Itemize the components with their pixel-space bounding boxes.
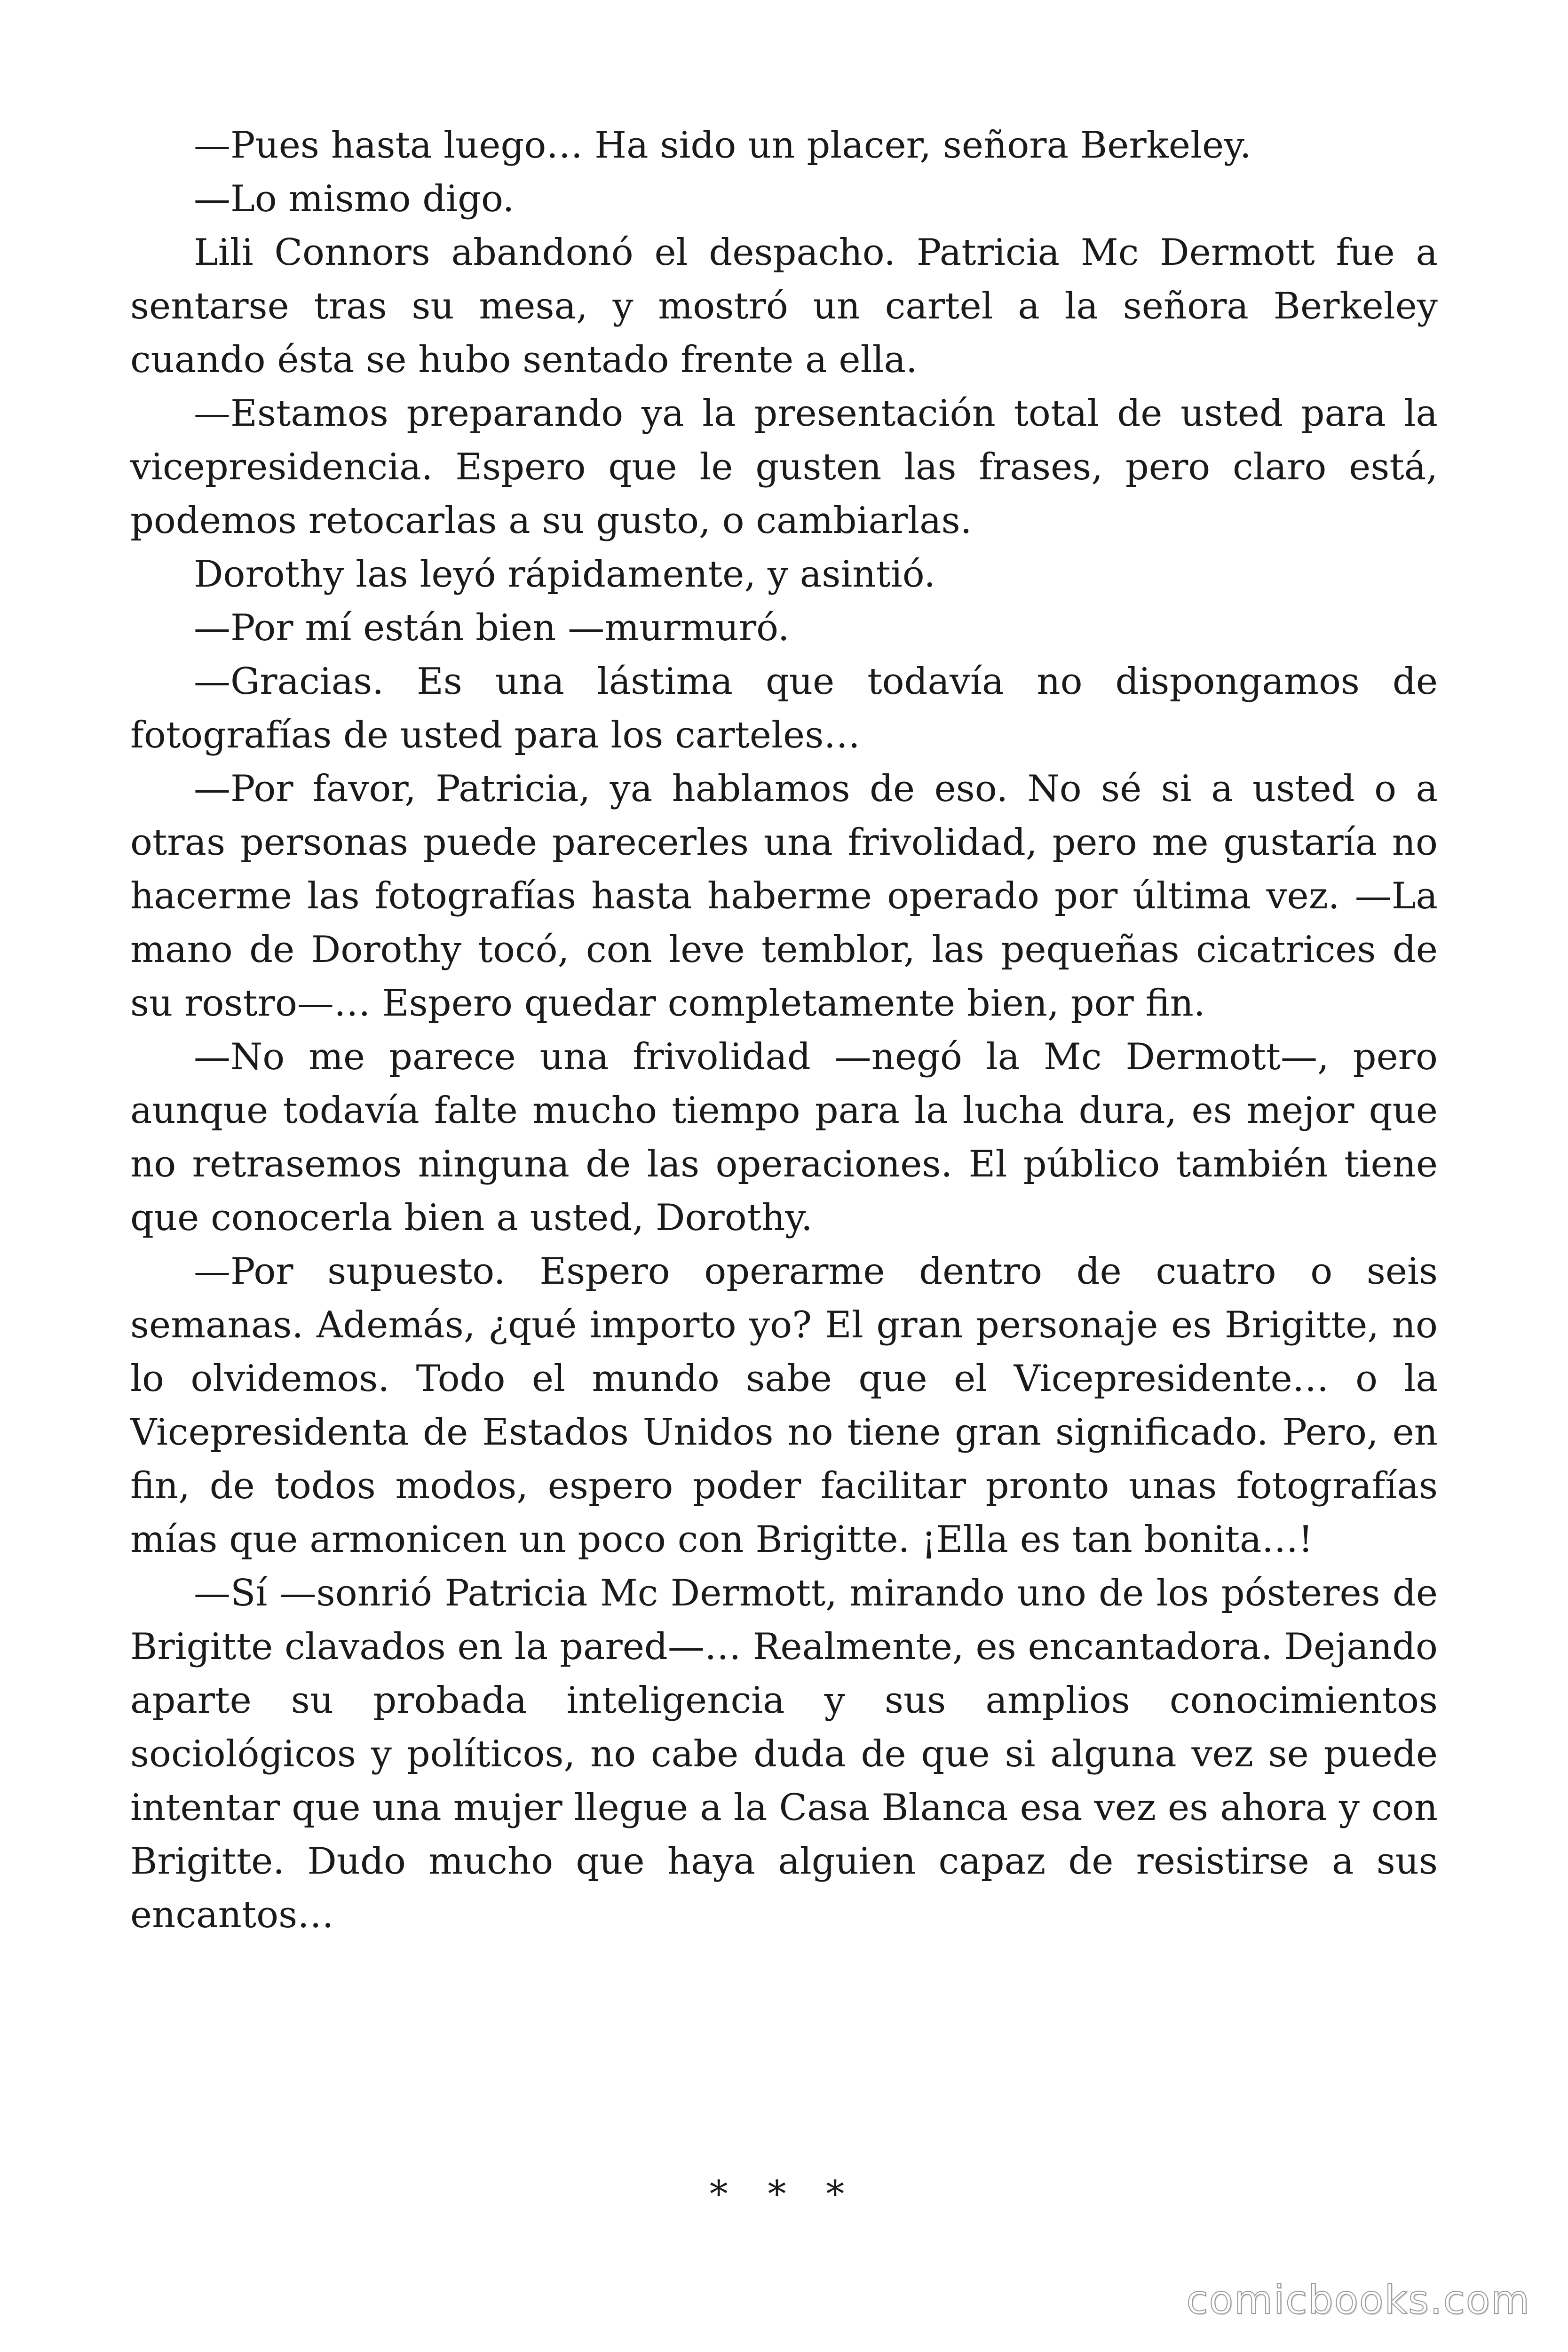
paragraph-8: —Por favor, Patricia, ya hablamos de eso. No sé si a usted o a otras personas puede parecerles una frivolidad, pero me gustaría no hacerme las fotografías hasta haberme operado por última vez. —La mano de Dorothy tocó, con leve temblor, las pequeñas cicatrices de su rostro—… Espero quedar completamente bien, por fin.: [130, 768, 1438, 1025]
paragraph-9: —No me parece una frivolidad —negó la Mc Dermott—, pero aunque todavía falte mucho tiempo para la lucha dura, es mejor que no retrasemos ninguna de las operaciones. El público también tiene que conocerla bien a usted, Dorothy.: [130, 1036, 1438, 1239]
paragraph-4: —Estamos preparando ya la presentación total de usted para la vicepresidencia. Espero que le gusten las frases, pero claro está, podemos retocarlas a su gusto, o cambiarlas.: [130, 392, 1438, 542]
paragraph-11: —Sí —sonrió Patricia Mc Dermott, mirando uno de los pósteres de Brigitte clavados en la pared—… Realmente, es encantadora. Dejando aparte su probada inteligencia y sus amplios conocimientos sociológicos y políticos, no cabe duda de que si alguna vez se puede intentar que una mujer llegue a la Casa Blanca esa vez es ahora y con Brigitte. Dudo mucho que haya alguien capaz de resistirse a sus encantos…: [130, 1572, 1438, 1936]
paragraph-10: —Por supuesto. Espero operarme dentro de cuatro o seis semanas. Además, ¿qué importo yo? El gran personaje es Brigitte, no lo olvidemos. Todo el mundo sabe que el Vicepresidente… o la Vicepresidenta de Estados Unidos no tiene gran significado. Pero, en fin, de todos modos, espero poder facilitar pronto unas fotografías mías que armonicen un poco con Brigitte. ¡Ella es tan bonita…!: [130, 1250, 1438, 1561]
section-separator: * * *: [709, 2173, 859, 2216]
paragraph-7: —Gracias. Es una lástima que todavía no dispongamos de fotografías de usted para los carteles…: [130, 660, 1438, 756]
paragraph-1: —Pues hasta luego… Ha sido un placer, señora Berkeley.: [194, 124, 1251, 167]
body-text: [130, 119, 1438, 1942]
watermark-logo: comicbooks.com: [1186, 2277, 1530, 2323]
paragraph-5: Dorothy las leyó rápidamente, y asintió.: [194, 553, 936, 596]
paragraph-6: —Por mí están bien —murmuró.: [194, 607, 790, 649]
paragraph-2: —Lo mismo digo.: [194, 178, 515, 220]
paragraph-3: Lili Connors abandonó el despacho. Patricia Mc Dermott fue a sentarse tras su mesa, y mostró un cartel a la señora Berkeley cuando ésta se hubo sentado frente a ella.: [130, 231, 1438, 381]
